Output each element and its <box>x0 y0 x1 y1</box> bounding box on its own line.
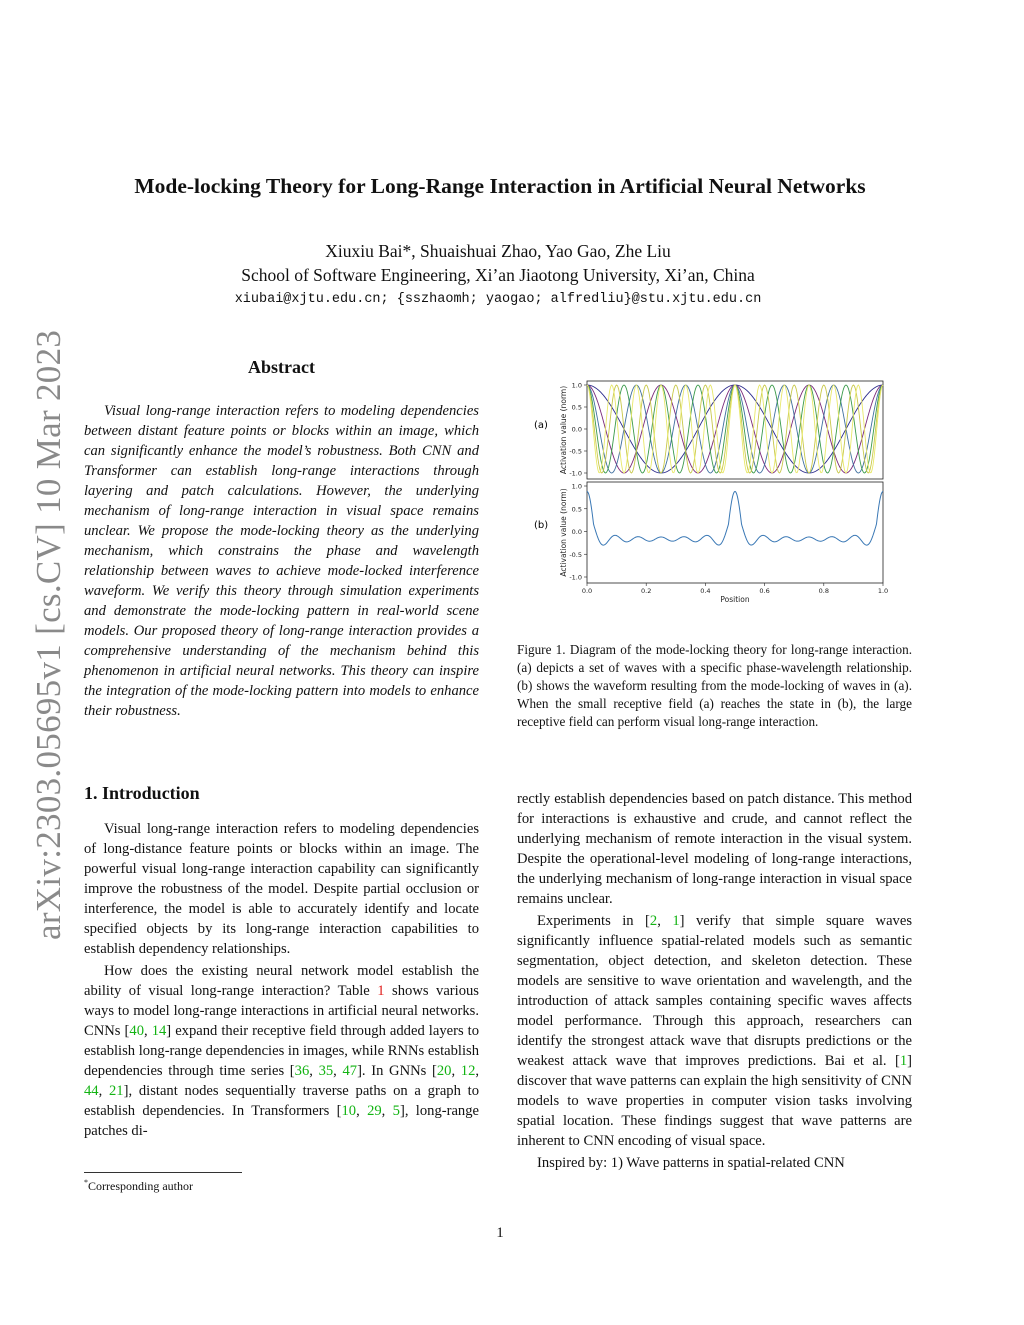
panel-b-xtick-label: 0.2 <box>641 587 652 595</box>
panel-a-series-line <box>587 385 883 473</box>
table-ref-link[interactable]: 1 <box>377 983 385 999</box>
panel-b-xtick-label: 0.6 <box>759 587 770 595</box>
citation-link[interactable]: 12 <box>460 1063 476 1079</box>
panel-a-ytick-label: -0.5 <box>569 447 582 456</box>
citation-link[interactable]: 10 <box>341 1103 357 1119</box>
right-column-body <box>517 789 912 1173</box>
author-emails: xiubai@xjtu.edu.cn; {sszhaomh; yaogao; alfredliu}@stu.xjtu.edu.cn <box>234 292 762 307</box>
figure-1 <box>517 372 917 617</box>
panel-a-ylabel: Activation value (norm) <box>559 385 568 475</box>
panel-b-ytick-label: -1.0 <box>569 573 582 582</box>
panel-b-xtick-label: 0.0 <box>581 587 593 595</box>
footnote-rule <box>84 1172 242 1173</box>
figure-1-caption: Figure 1. Diagram of the mode-locking theory for long-range interaction. (a) depicts a set of waves with a specific phase-wavelength relationship. (b) shows the waveform resulting from the mode-locking of waves in (a). When the small receptive field (a) reaches the state in (b), the large receptive field can perform visual long-range interaction. <box>517 642 912 729</box>
affiliation: School of Software Engineering, Xi’an Jiaotong University, Xi’an, China <box>241 265 755 285</box>
panel-b-xtick-label: 0.8 <box>818 587 829 595</box>
panel-b-frame <box>587 482 883 583</box>
panel-a-series-line <box>587 385 883 473</box>
panel-b-xtick-label: 0.4 <box>700 587 711 595</box>
citation-link[interactable]: 14 <box>151 1023 167 1039</box>
author-list: Xiuxiu Bai*, Shuaishuai Zhao, Yao Gao, Zhe Liu <box>325 241 671 261</box>
panel-b-ytick-label: 0.0 <box>571 528 582 536</box>
arxiv-side-stamp: arXiv:2303.05695v1 [cs.CV] 10 Mar 2023 <box>29 329 68 940</box>
intro-paragraph-3: Experiments in [2, 1] verify that simple square waves significantly influence spatial-related models such as semantic segmentation, object detection, and skeleton detection. These models are sensitive to wave orientation and wavelength, and the introduction of attack samples containing specific waves affects model performance. Through this approach, researchers can identify the strongest attack wave that disrupts predictions or the weakest attack wave that improves predictions. Bai et al. [1] discover that wave patterns can explain the high sensitivity of CNN models to wave properties in computer vision tasks involving spatial location. These findings suggest that wave patterns are inherent to CNN encoding of visual space. <box>517 913 913 1149</box>
panel-b-ylabel: Activation value (norm) <box>559 488 568 577</box>
intro-paragraph-2: How does the existing neural network model establish the ability of visual long-range interaction? Table 1 shows various ways to model long-range interactions in artificial neural networks. CNNs [40, 14] expand their receptive field through added layers to establish long-range dependencies in images, while RNNs establish dependencies through time series [36, 35, 47]. In GNNs [20, 12, 44, 21], distant nodes sequentially traverse paths on a graph to establish dependencies. In Transformers [10, 29, 5], long-range patches di- <box>84 963 480 1139</box>
panel-a-ytick-label: 1.0 <box>571 381 582 390</box>
citation-link[interactable]: 2 <box>649 913 658 929</box>
left-column-body <box>84 819 479 1141</box>
intro-paragraph-4: Inspired by: 1) Wave patterns in spatial-related CNN <box>537 1155 845 1171</box>
citation-link[interactable]: 20 <box>436 1063 452 1079</box>
page-number: 1 <box>496 1225 504 1241</box>
figure-1-chart <box>517 372 917 617</box>
citation-link[interactable]: 29 <box>367 1103 382 1119</box>
panel-b-xtick-label: 1.0 <box>877 587 889 595</box>
panel-a-ytick-label: 0.5 <box>571 403 582 412</box>
panel-b-series-line <box>587 491 883 545</box>
section-heading-introduction: 1. Introduction <box>84 783 200 803</box>
citation-link[interactable]: 1 <box>899 1053 908 1069</box>
citation-link[interactable]: 35 <box>318 1063 334 1079</box>
panel-a-series-line <box>587 385 883 473</box>
panel-b-ytick-label: 0.5 <box>571 505 582 514</box>
panel-a-ytick-label: -1.0 <box>569 469 582 478</box>
paper-title: Mode-locking Theory for Long-Range Interaction in Artificial Neural Networks <box>134 174 866 198</box>
panel-b-ytick-label: 1.0 <box>571 482 582 491</box>
citation-link[interactable]: 5 <box>392 1103 400 1119</box>
panel-a-series-line <box>587 385 883 473</box>
panel-b-xlabel: Position <box>720 595 750 604</box>
citation-link[interactable]: 36 <box>294 1063 310 1079</box>
abstract-heading: Abstract <box>248 357 315 377</box>
intro-paragraph-1: Visual long-range interaction refers to modeling dependencies of long-distance feature points or blocks within an image. The powerful visual long-range interaction capability can significantly improve the robustness of the model. Despite partial occlusion or interference, the model is able to accurately identify and locate specified objects by its long-range interaction capabilities to establish dependency relationships. <box>84 821 479 957</box>
citation-link[interactable]: 1 <box>672 913 680 929</box>
citation-link[interactable]: 21 <box>109 1083 124 1099</box>
panel-b-ytick-label: -0.5 <box>569 550 582 559</box>
intro-paragraph-2-cont: rectly establish dependencies based on patch distance. This method for interactions is exhaustive and crude, and cannot reflect the underlying mechanism of remote interaction in the visual system. Despite the operational-level modeling of long-range interactions, the underlying mechanism of long-range interaction in visual space remains unclear. <box>517 791 912 907</box>
panel-a-ytick-label: 0.0 <box>571 425 582 434</box>
citation-link[interactable]: 47 <box>342 1063 358 1079</box>
citation-link[interactable]: 44 <box>84 1083 99 1099</box>
panel-label-b: (b) <box>534 520 549 531</box>
footnote: *Corresponding author <box>84 1178 193 1193</box>
abstract-text: Visual long-range interaction refers to modeling dependencies between distant feature points or blocks within an image, which can significantly enhance the model’s robustness. Both CNN and Transformer can establish long-range interactions through layering and patch calculations. However, the underlying mechanism of long-range interaction in visual space remains unclear. We propose the mode-locking theory as the underlying mechanism, which constrains the phase and wavelength relationship between waves to achieve mode-locked interference waveform. We verify this theory through simulation experiments and demonstrate the mode-locking pattern in real-world scene models. Our proposed theory of long-range interaction provides a comprehensive understanding of the mechanism behind this phenomenon in artificial neural networks. This theory can inspire the integration of the mode-locking pattern into models to enhance their robustness. <box>84 403 479 719</box>
panel-label-a: (a) <box>534 420 548 431</box>
panel-a-series-line <box>587 385 883 473</box>
citation-link[interactable]: 40 <box>129 1023 144 1039</box>
panel-a-series-line <box>587 385 883 473</box>
